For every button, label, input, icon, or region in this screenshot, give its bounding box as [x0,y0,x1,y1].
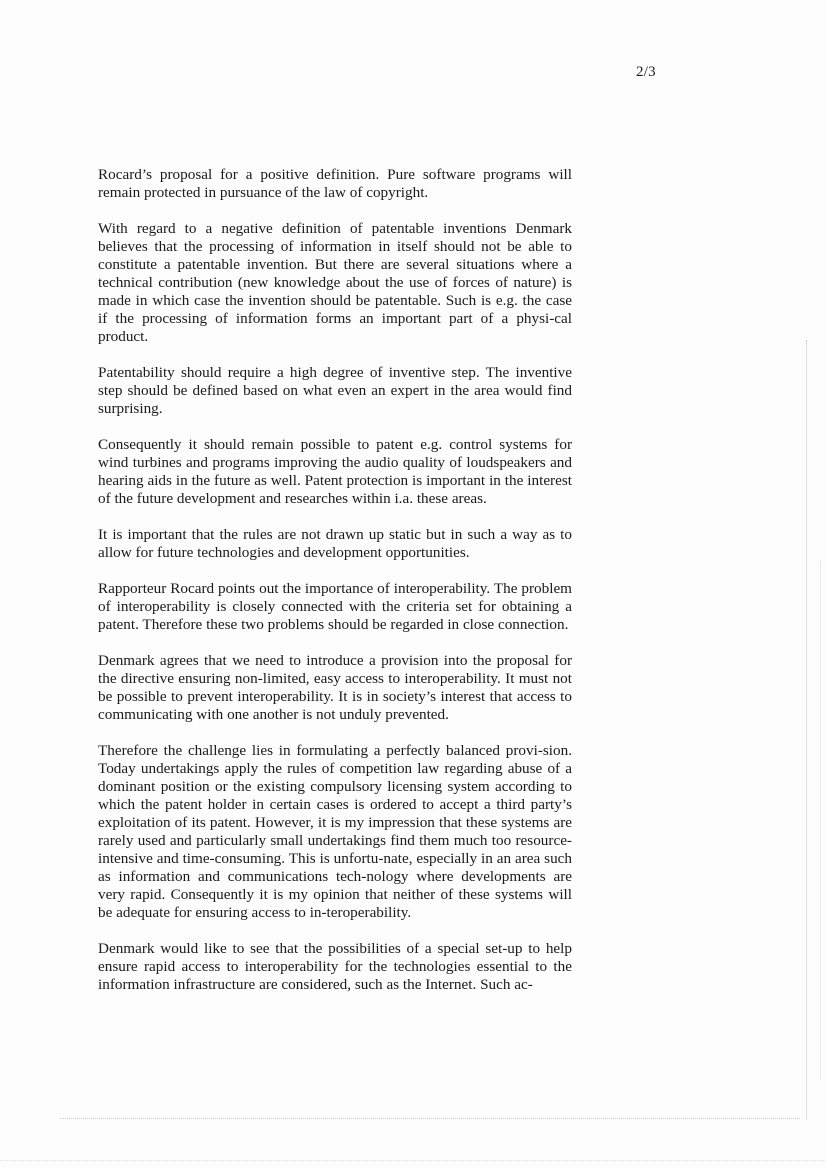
paragraph-balanced-provision: Therefore the challenge lies in formulating a perfectly balanced provi-sion. Today undertakings apply the rules of competition law regarding abuse of a dominant position or the existing compulsory licensing system according to which the patent holder in certain cases is ordered to accept a third party’s exploitation of its patent. However, it is my impression that these systems are rarely used and particularly small undertakings find them much too resource-intensive and time-consuming. This is unfortu-nate, especially in an area such as information and communications tech-nology where developments are very rapid. Consequently it is my opinion that neither of these systems will be adequate for ensuring access to in-teroperability. [98,742,572,921]
page-number: 2/3 [636,64,656,80]
scan-artifact-right-edge [806,340,807,1120]
paragraph-interoperability-provision: Denmark agrees that we need to introduce a provision into the proposal for the directive ensuring non-limited, easy access to interoperability. It must not be possible to prevent interoperability. It is in society’s interest that access to communicating with one another is not unduly prevented. [98,652,572,723]
document-body [98,166,572,1012]
scan-artifact-right-edge-outer [820,560,821,1080]
paragraph-control-systems: Consequently it should remain possible to patent e.g. control systems for wind turbines and programs improving the audio quality of loudspeakers and hearing aids in the future as well. Patent protection is important in the interest of the future development and researches within i.a. these areas. [98,436,572,507]
paragraph-negative-definition: With regard to a negative definition of patentable inventions Denmark believes that the processing of information in itself should not be able to constitute a patentable invention. But there are several situations where a technical contribution (new knowledge about the use of forces of nature) is made in which case the invention should be patentable. Such is e.g. the case if the processing of information forms an important part of a physi-cal product. [98,220,572,345]
scan-artifact-bottom-line [60,1118,800,1119]
paragraph-special-setup: Denmark would like to see that the possibilities of a special set-up to help ensure rapid access to interoperability for the technologies essential to the information infrastructure are considered, such as the Internet. Such ac- [98,940,572,993]
paragraph-future-technologies: It is important that the rules are not drawn up static but in such a way as to allow for future technologies and development opportunities. [98,526,572,561]
paragraph-interoperability-importance: Rapporteur Rocard points out the importance of interoperability. The problem of interoperability is closely connected with the criteria set for obtaining a patent. Therefore these two problems should be regarded in close connection. [98,580,572,633]
paragraph-inventive-step: Patentability should require a high degree of inventive step. The inventive step should be defined based on what even an expert in the area would find surprising. [98,364,572,417]
scan-artifact-bottom-edge [0,1160,826,1161]
paragraph-positive-definition: Rocard’s proposal for a positive definition. Pure software programs will remain protected in pursuance of the law of copyright. [98,166,572,201]
